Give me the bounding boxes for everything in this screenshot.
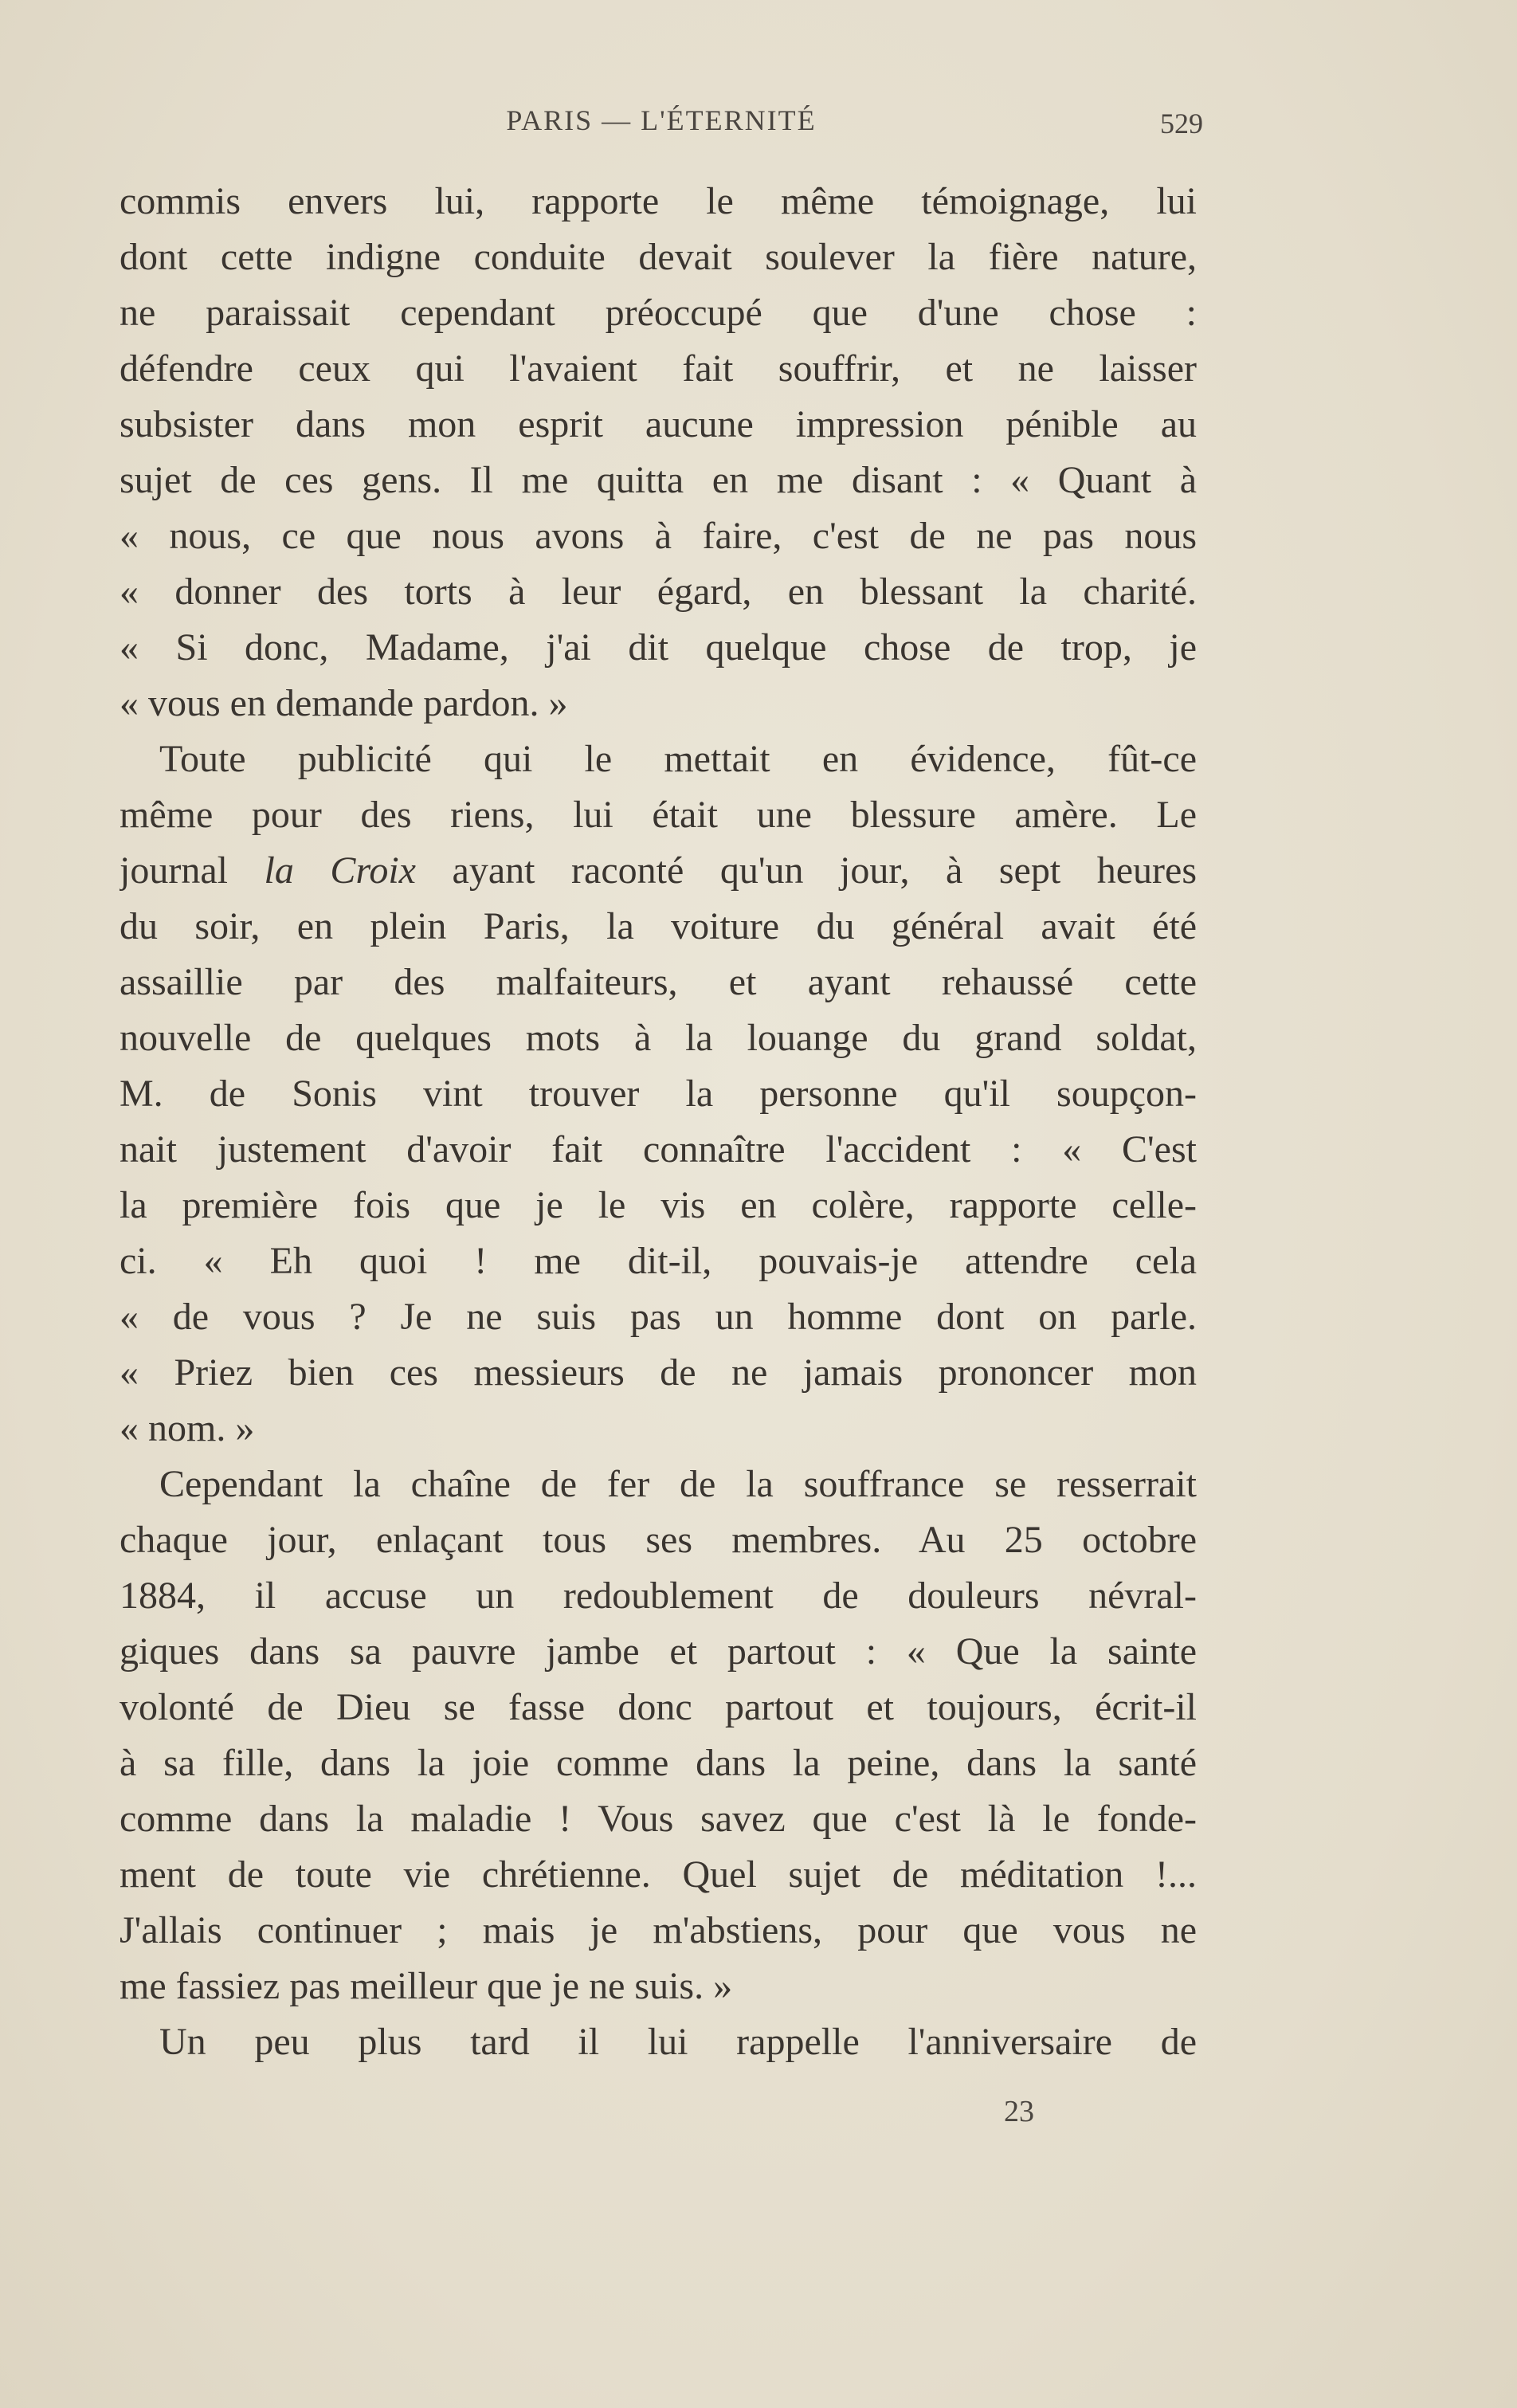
paragraph-start-line: Toute publicité qui le mettait en évidence, fût-ce — [159, 738, 1197, 780]
text-line: commis envers lui, rapporte le même témoignage, lui — [120, 180, 1197, 222]
text-line: nait justement d'avoir fait connaître l'accident : « C'est — [120, 1128, 1197, 1171]
page-number: 529 — [1160, 108, 1203, 139]
text-line: à sa fille, dans la joie comme dans la peine, dans la santé — [120, 1742, 1197, 1784]
text-line: comme dans la maladie ! Vous savez que c'est là le fonde- — [120, 1798, 1197, 1840]
text-line: « Priez bien ces messieurs de ne jamais prononcer mon — [120, 1351, 1197, 1394]
text-line: « vous en demande pardon. » — [120, 682, 568, 724]
text-line: ment de toute vie chrétienne. Quel sujet de méditation !... — [120, 1853, 1197, 1896]
text-line: subsister dans mon esprit aucune impression pénible au — [120, 403, 1197, 445]
text-line: giques dans sa pauvre jambe et partout : « Que la sainte — [120, 1630, 1197, 1673]
text-line: défendre ceux qui l'avaient fait souffrir, et ne laisser — [120, 347, 1197, 390]
text-line: du soir, en plein Paris, la voiture du général avait été — [120, 905, 1197, 947]
text-line: ci. « Eh quoi ! me dit-il, pouvais-je attendre cela — [120, 1240, 1197, 1282]
paragraph-start-line: Cependant la chaîne de fer de la souffrance se resserrait — [159, 1463, 1197, 1505]
text-line: « de vous ? Je ne suis pas un homme dont on parle. — [120, 1296, 1197, 1338]
text-segment: journal — [120, 849, 265, 892]
text-line: nouvelle de quelques mots à la louange du grand soldat, — [120, 1017, 1197, 1059]
text-line: volonté de Dieu se fasse donc partout et toujours, écrit-il — [120, 1686, 1197, 1728]
text-segment: ayant raconté qu'un jour, à sept heures — [415, 849, 1197, 892]
journal-title-italic: la Croix — [264, 849, 416, 892]
text-line: « nom. » — [120, 1407, 255, 1449]
text-line: me fassiez pas meilleur que je ne suis. » — [120, 1965, 733, 2007]
signature-mark: 23 — [1004, 2095, 1034, 2128]
text-line: 1884, il accuse un redoublement de douleurs névral- — [120, 1575, 1197, 1617]
text-line-with-title — [120, 843, 1197, 899]
text-line: ne paraissait cependant préoccupé que d'une chose : — [120, 292, 1197, 334]
text-line: chaque jour, enlaçant tous ses membres. Au 25 octobre — [120, 1519, 1197, 1561]
text-line: dont cette indigne conduite devait soulever la fière nature, — [120, 236, 1197, 278]
text-line: la première fois que je le vis en colère, rapporte celle- — [120, 1184, 1197, 1226]
text-line: même pour des riens, lui était une blessure amère. Le — [120, 794, 1197, 836]
body-text — [120, 174, 1197, 2070]
text-line: M. de Sonis vint trouver la personne qu'il soupçon- — [120, 1073, 1197, 1115]
running-title: PARIS — L'ÉTERNITÉ — [506, 104, 817, 136]
text-line: assaillie par des malfaiteurs, et ayant rehaussé cette — [120, 961, 1197, 1003]
paragraph-start-line: Un peu plus tard il lui rappelle l'anniversaire de — [159, 2021, 1197, 2063]
text-line: « Si donc, Madame, j'ai dit quelque chose de trop, je — [120, 626, 1197, 669]
text-line: J'allais continuer ; mais je m'abstiens, pour que vous ne — [120, 1909, 1197, 1951]
text-line: « nous, ce que nous avons à faire, c'est de ne pas nous — [120, 515, 1197, 557]
text-line: « donner des torts à leur égard, en blessant la charité. — [120, 571, 1197, 613]
running-head — [120, 104, 1203, 151]
text-line: sujet de ces gens. Il me quitta en me disant : « Quant à — [120, 459, 1197, 501]
